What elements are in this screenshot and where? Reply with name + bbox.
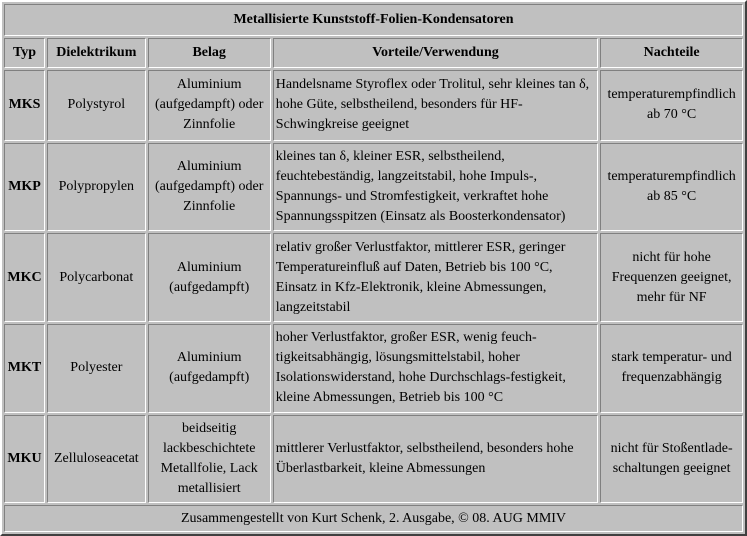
cell-nachteile: stark temperatur- und frequenzabhängig xyxy=(600,324,743,413)
cell-nachteile: nicht für hohe Frequenzen geeignet, mehr für NF xyxy=(600,233,743,322)
cell-belag: Aluminium (aufgedampft) oder Zinnfolie xyxy=(148,143,271,232)
cell-vorteile: Handelsname Styroflex oder Trolitul, sehr kleines tan δ, hohe Güte, selbstheilend, besonders für HF-Schwingkreise geeignet xyxy=(273,70,598,140)
table-row xyxy=(4,70,743,140)
cell-dielektrikum: Zelluloseacetat xyxy=(47,415,146,504)
header-typ: Typ xyxy=(4,38,45,69)
cell-vorteile: relativ großer Verlustfaktor, mittlerer ESR, geringer Temperatureinfluß auf Daten, Betrieb bis 100 °C, Einsatz in Kfz-Elektronik, kleine Abmessungen, langzeitstabil xyxy=(273,233,598,322)
table-row xyxy=(4,233,743,322)
cell-nachteile: temperaturempfindlich ab 85 °C xyxy=(600,143,743,232)
table-row xyxy=(4,324,743,413)
cell-nachteile: temperaturempfindlich ab 70 °C xyxy=(600,70,743,140)
table-row xyxy=(4,143,743,232)
header-row xyxy=(4,38,743,69)
cell-dielektrikum: Polyester xyxy=(47,324,146,413)
cell-vorteile: hoher Verlustfaktor, großer ESR, wenig feuch-tigkeitsabhängig, lösungsmittelstabil, hoher Isolationswiderstand, hohe Durchschlags-festigkeit, kleine Abmessungen, Betrieb bis 100 °C xyxy=(273,324,598,413)
table-footer: Zusammengestellt von Kurt Schenk, 2. Ausgabe, © 08. AUG MMIV xyxy=(4,505,743,532)
cell-dielektrikum: Polypropylen xyxy=(47,143,146,232)
cell-typ: MKP xyxy=(4,143,45,232)
cell-belag: Aluminium (aufgedampft) xyxy=(148,233,271,322)
table-row xyxy=(4,415,743,504)
cell-typ: MKU xyxy=(4,415,45,504)
cell-dielektrikum: Polystyrol xyxy=(47,70,146,140)
header-vorteile: Vorteile/Verwendung xyxy=(273,38,598,69)
cell-dielektrikum: Polycarbonat xyxy=(47,233,146,322)
table-title: Metallisierte Kunststoff-Folien-Kondensatoren xyxy=(4,4,743,36)
cell-typ: MKC xyxy=(4,233,45,322)
header-nachteile: Nachteile xyxy=(600,38,743,69)
header-dielektrikum: Dielektrikum xyxy=(47,38,146,69)
cell-vorteile: kleines tan δ, kleiner ESR, selbstheilend, feuchtebeständig, langzeitstabil, hohe Impuls-, Spannungs- und Stromfestigkeit, verkraftet hohe Spannungsspitzen (Einsatz als Boosterkondensator) xyxy=(273,143,598,232)
cell-nachteile: nicht für Stoßentlade-schaltungen geeignet xyxy=(600,415,743,504)
cell-belag: Aluminium (aufgedampft) oder Zinnfolie xyxy=(148,70,271,140)
cell-belag: Aluminium (aufgedampft) xyxy=(148,324,271,413)
cell-vorteile: mittlerer Verlustfaktor, selbstheilend, besonders hohe Überlastbarkeit, kleine Abmessungen xyxy=(273,415,598,504)
cell-typ: MKS xyxy=(4,70,45,140)
cell-typ: MKT xyxy=(4,324,45,413)
cell-belag: beidseitig lackbeschichtete Metallfolie, Lack metallisiert xyxy=(148,415,271,504)
header-belag: Belag xyxy=(148,38,271,69)
